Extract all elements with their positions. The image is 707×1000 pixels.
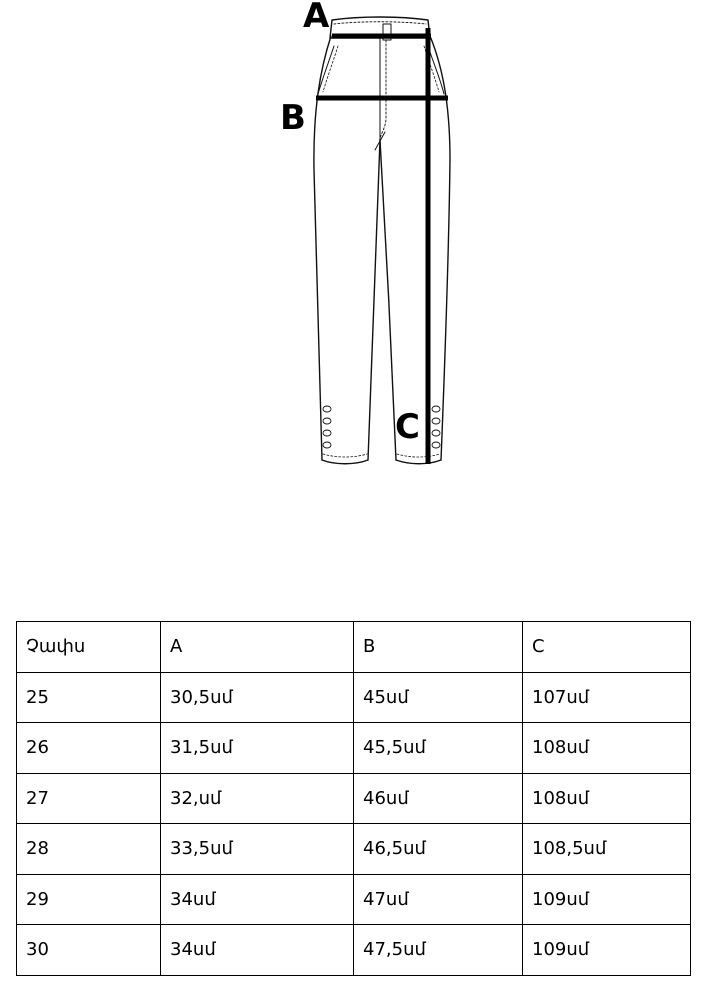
cell-c: 108,5սմ	[523, 824, 691, 875]
table-row	[17, 672, 691, 723]
cell-size: 26	[17, 723, 161, 774]
table-row	[17, 925, 691, 976]
cell-c: 107սմ	[523, 672, 691, 723]
cell-a: 34սմ	[161, 925, 354, 976]
table-row	[17, 824, 691, 875]
cell-b: 46,5սմ	[354, 824, 523, 875]
cell-size: 25	[17, 672, 161, 723]
table-header-row	[17, 622, 691, 673]
measurement-lines	[316, 28, 448, 464]
cell-b: 46սմ	[354, 773, 523, 824]
cell-a: 34սմ	[161, 874, 354, 925]
cell-b: 47,5սմ	[354, 925, 523, 976]
header-cell-c: C	[523, 622, 691, 673]
size-table	[16, 621, 691, 976]
cell-b: 45,5սմ	[354, 723, 523, 774]
cell-size: 29	[17, 874, 161, 925]
label-a: A	[303, 0, 330, 36]
table-row	[17, 723, 691, 774]
cell-c: 108սմ	[523, 773, 691, 824]
table-row	[17, 773, 691, 824]
cell-a: 30,5սմ	[161, 672, 354, 723]
cell-size: 30	[17, 925, 161, 976]
label-b: B	[280, 98, 306, 138]
header-cell-b: B	[354, 622, 523, 673]
label-c: C	[395, 407, 420, 447]
cell-c: 108սմ	[523, 723, 691, 774]
cell-c: 109սմ	[523, 925, 691, 976]
header-cell-a: A	[161, 622, 354, 673]
table-row	[17, 874, 691, 925]
cell-a: 32,սմ	[161, 773, 354, 824]
cell-c: 109սմ	[523, 874, 691, 925]
cell-a: 33,5սմ	[161, 824, 354, 875]
cell-a: 31,5սմ	[161, 723, 354, 774]
cell-size: 27	[17, 773, 161, 824]
cell-b: 47սմ	[354, 874, 523, 925]
cell-size: 28	[17, 824, 161, 875]
trousers-measurement-diagram	[0, 0, 707, 480]
cell-b: 45սմ	[354, 672, 523, 723]
header-cell-size: Չափս	[17, 622, 161, 673]
